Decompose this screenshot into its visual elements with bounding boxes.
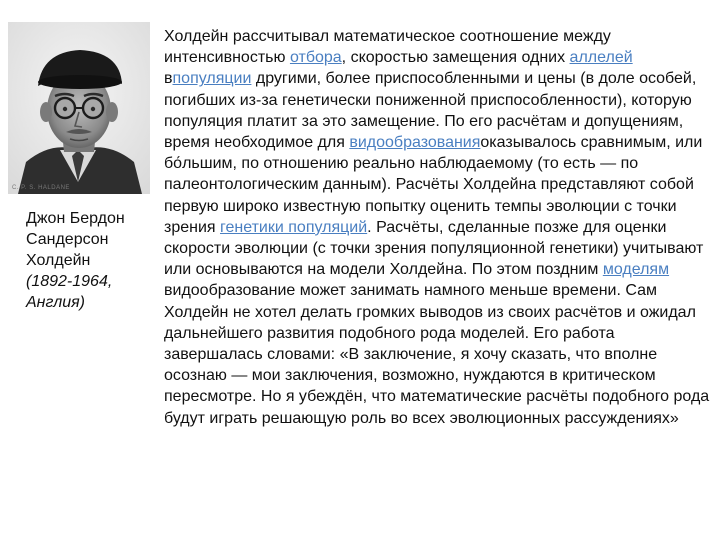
text-segment: , скоростью замещения одних xyxy=(341,49,570,67)
text-segment: оказывалось сравнимым, или бо́льшим, по отношению реально наблюдаемому (то есть — по палеонтологическим данным). Расчёты Холдейна представляют собой первую широко известную попытку оценить темпы эволюции с точки зрения xyxy=(164,134,703,236)
caption-country: Англия) xyxy=(26,294,85,311)
text-segment: в xyxy=(164,70,173,88)
link-populations[interactable]: популяции xyxy=(172,70,252,88)
text-segment: другими, более приспособленными и цены (в доле особей, погибших из-за генетически пониженной приспособленности), которую популяция платит за это замещение. По его расчётам и допущениям, время необходимое для xyxy=(164,70,697,152)
photo-credit: C. P. S. HALDANE xyxy=(12,185,70,191)
portrait-caption xyxy=(26,208,150,313)
text-segment: видообразование может занимать намного меньше времени. Сам Холдейн не хотел делать громких выводов из своих расчётов и ожидал дальнейшего развития подобного рода моделей. Его работа завершалась словами: «В заключение, я хочу сказать, что вполне осознаю — мои заключения, возможно, нуждаются в критическом пересмотре. Но я убеждён, что математические расчёты подобного рода будут играть решающую роль во всех эволюционных рассуждениях» xyxy=(164,282,710,427)
link-alleles[interactable]: аллелей xyxy=(569,49,633,67)
caption-name-line2: Сандерсон xyxy=(26,231,109,248)
link-speciation[interactable]: видообразования xyxy=(349,134,481,152)
link-models[interactable]: моделям xyxy=(602,261,670,279)
link-population-genetics[interactable]: генетики популяций xyxy=(220,218,368,236)
text-segment: Холдейн рассчитывал математическое соотношение между интенсивностью xyxy=(164,28,611,67)
caption-name-line1: Джон Бердон xyxy=(26,210,125,227)
text-segment: . Расчёты, сделанные позже для оценки скорости эволюции (с точки зрения популяционной генетики) учитывают или основываются на модели Холдейна. По этом поздним xyxy=(164,218,704,279)
portrait-image xyxy=(8,22,150,194)
main-paragraph xyxy=(164,26,714,429)
caption-name-line3: Холдейн xyxy=(26,252,91,269)
portrait-photo xyxy=(8,22,150,194)
link-selection[interactable]: отбора xyxy=(289,49,342,67)
caption-dates: (1892-1964, xyxy=(26,273,113,290)
